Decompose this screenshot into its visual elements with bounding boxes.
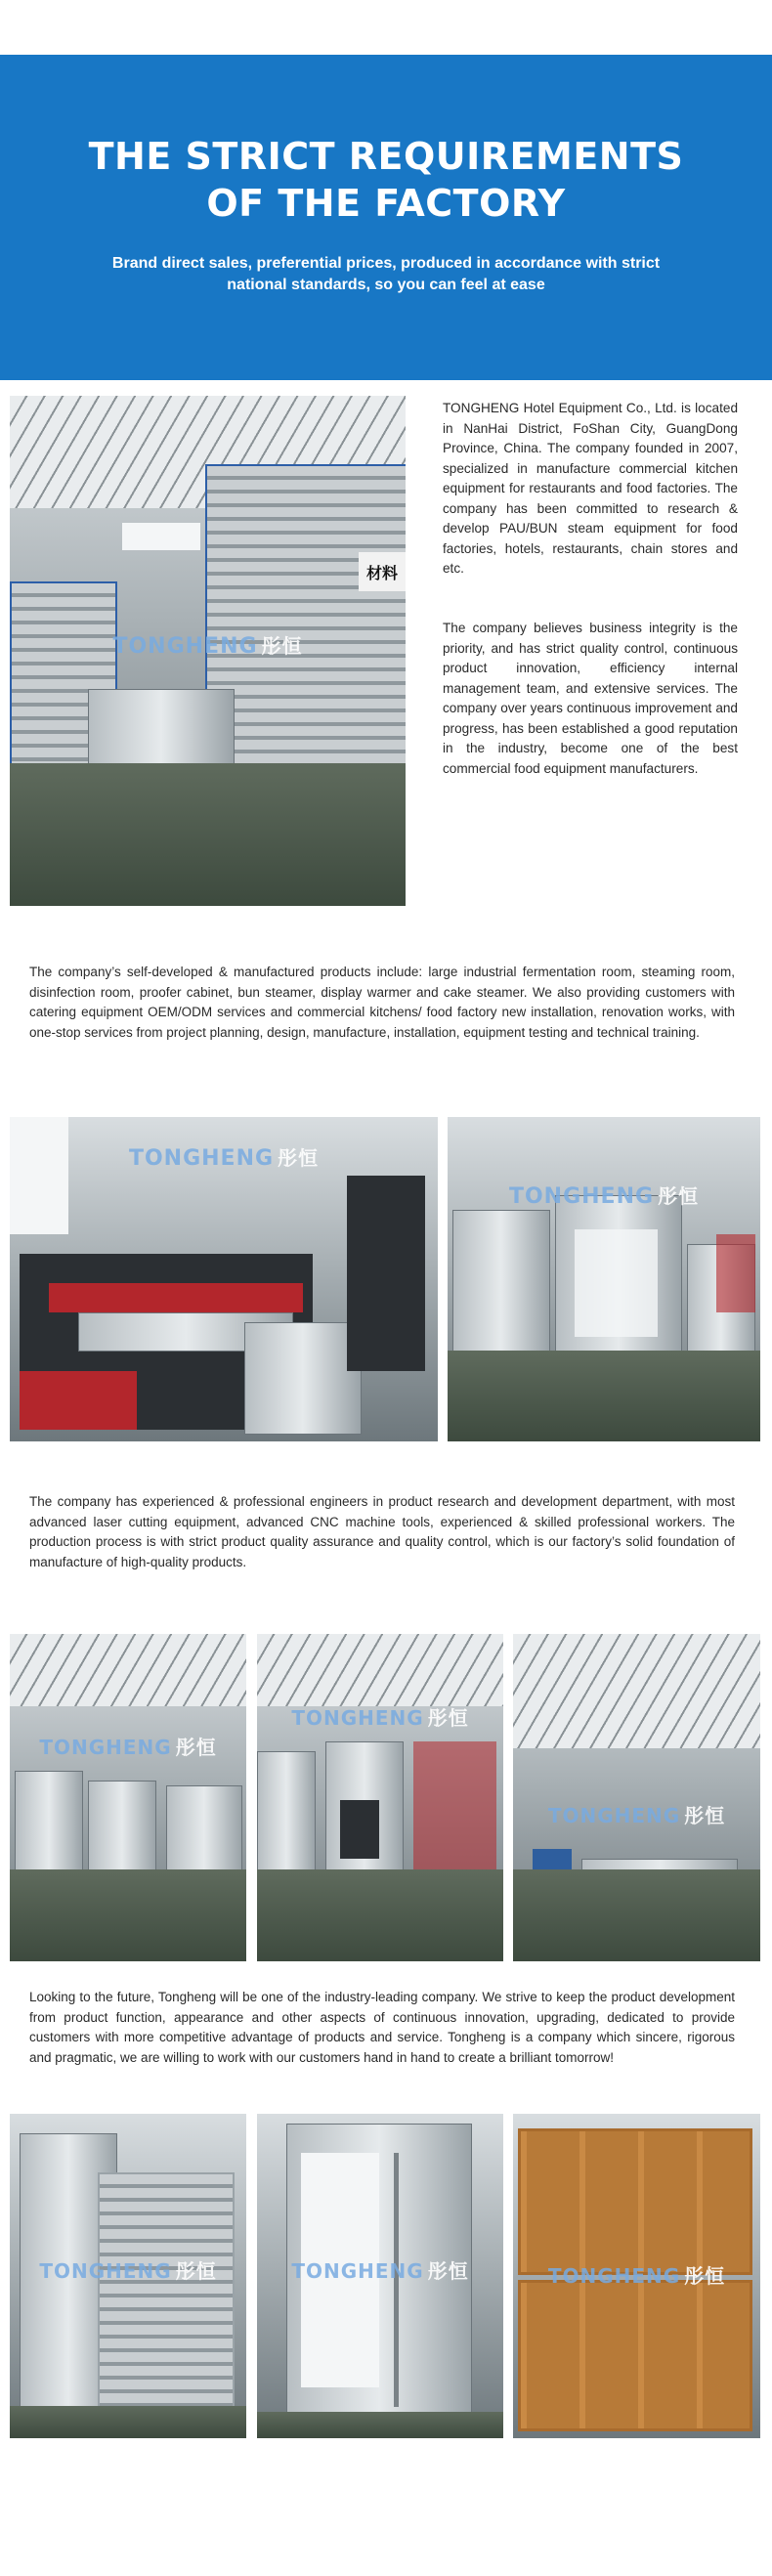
watermark-logo: TONGHENG 彤恒 [291,2259,469,2283]
hero-title-line2: OF THE FACTORY [206,182,566,225]
section2-text: The company’s self-developed & manufactured products include: large industrial fermentation room, steaming room, disinfection room, proofer cabinet, bun steamer, display warmer and cake steamer. We also providing customers with catering equipment OEM/ODM services and commercial kitchens/ food factory new installation, renovation works, with one-stop services from project planning, design, manufacture, installation, equipment testing and technical training. [29,965,735,1040]
warehouse-photo [10,396,406,906]
packaged-crates-photo [513,2114,760,2438]
watermark-logo: TONGHENG 彤恒 [547,1804,726,1827]
hero-banner [0,55,772,380]
watermark-logo: TONGHENG 彤恒 [39,1736,217,1759]
workshop-photo-2 [257,1634,503,1961]
watermark-logo: TONGHENG 彤恒 [128,1146,320,1171]
section3-text: The company has experienced & professional engineers in product research and development department, with most advanced laser cutting equipment, advanced CNC machine tools, experienced & skilled professional workers. The production process is with strict product quality assurance and quality control, which is our factory’s solid foundation of manufacture of high-quality products. [29,1494,735,1569]
laser-cutter-photo [10,1117,438,1441]
cabinet-side-photo [257,2114,503,2438]
hero-title [0,133,772,227]
proofer-cabinet-photo [10,2114,246,2438]
watermark-logo: TONGHENG 彤恒 [508,1184,700,1209]
hero-subtitle: Brand direct sales, preferential prices, produced in accordance with strict national standards, so you can feel at ease [111,255,661,293]
watermark-logo: TONGHENG 彤恒 [547,2264,726,2288]
workshop-photo-3 [513,1634,760,1961]
hero-title-line1: THE STRICT REQUIREMENTS [88,135,684,178]
intro-paragraph-2: The company believes business integrity is the priority, and has strict quality control, continuous product innovation, efficiency internal management team, and extensive services. The company over years continuous improvement and progress, has been established a good reputation in the industry, become one of the best commercial food equipment manufacturers. [443,621,738,776]
section4-text: Looking to the future, Tongheng will be one of the industry-leading company. We strive to keep the product development from product function, appearance and other aspects of continuous innovation, upgrading, dedicated to provide customers with more competitive advantage of products and service. Tongheng is a company which sincere, rigorous and pragmatic, we are willing to work with our customers hand in hand to create a brilliant tomorrow! [29,1990,735,2065]
steamer-cabinets-photo [448,1117,760,1441]
workshop-photo-1 [10,1634,246,1961]
watermark-logo: TONGHENG 彤恒 [112,634,303,659]
watermark-logo: TONGHENG 彤恒 [291,1706,469,1730]
intro-paragraph-1: TONGHENG Hotel Equipment Co., Ltd. is located in NanHai District, FoShan City, GuangDong Province, China. The company founded in 2007, specialized in manufacture commercial kitchen equipment for restaurants and food factories. The company has been committed to research & develop PAU/BUN steam equipment for food factories, hotels, restaurants, chain stores and etc. [443,401,738,576]
warehouse-sign: 材料 [359,552,406,591]
watermark-logo: TONGHENG 彤恒 [39,2259,217,2283]
